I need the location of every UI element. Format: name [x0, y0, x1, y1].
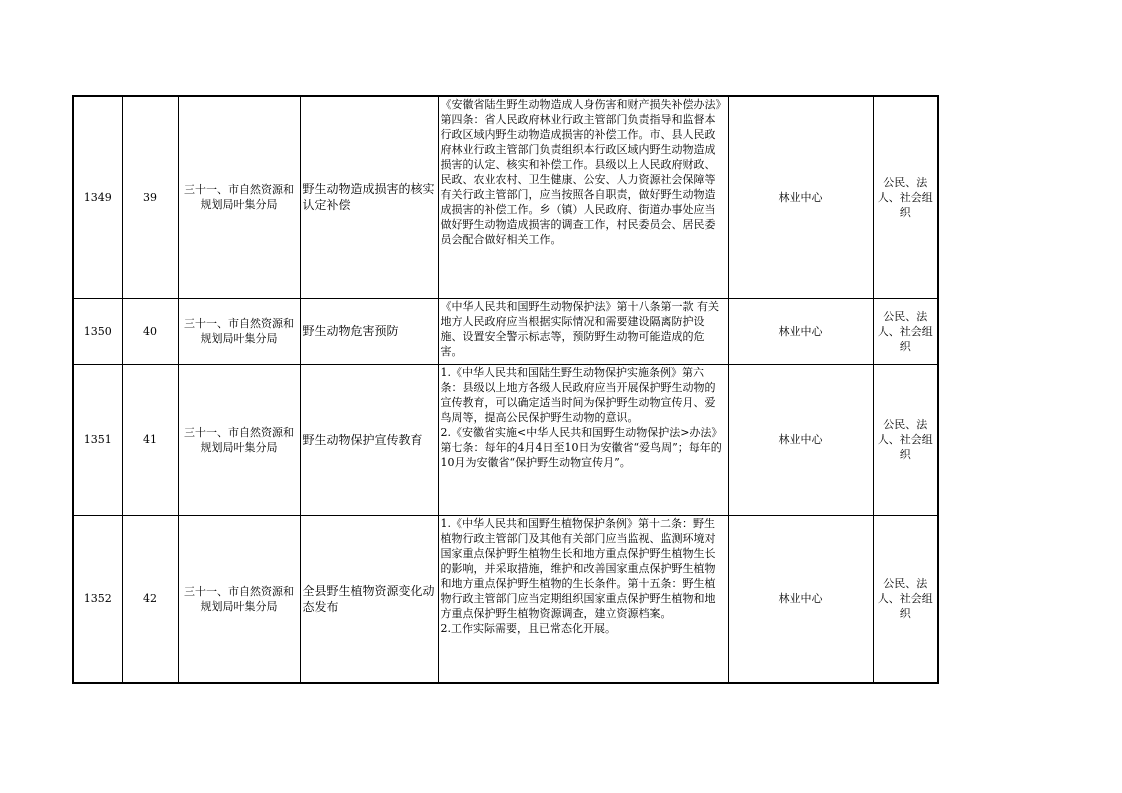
item-cell: 全县野生植物资源变化动态发布 [300, 515, 438, 683]
basis-paragraph: 1.《中华人民共和国陆生野生动物保护实施条例》第六条：县级以上地方各级人民政府应当开展保护野生动物的宣传教育，可以确定适当时间为保护野生动物宣传月、爱鸟周等，提高公民保护野生动物的意识。 [440, 365, 716, 424]
subject-cell: 公民、法人、社会组织 [873, 515, 938, 683]
subject-cell: 公民、法人、社会组织 [873, 96, 938, 298]
table-row [73, 515, 938, 683]
subject-cell: 公民、法人、社会组织 [873, 298, 938, 364]
no-cell: 40 [122, 298, 178, 364]
item-cell: 野生动物危害预防 [300, 298, 438, 364]
seq-cell: 1350 [73, 298, 122, 364]
no-cell: 41 [122, 364, 178, 515]
basis-cell [438, 298, 728, 364]
basis-paragraph: 2.《安徽省实施<中华人民共和国野生动物保护法>办法》第七条：每年的4月4日至10日为安徽省“爱鸟周”；每年的10月为安徽省“保护野生动物宣传月”。 [440, 425, 723, 469]
org-cell: 林业中心 [728, 515, 873, 683]
item-cell: 野生动物保护宣传教育 [300, 364, 438, 515]
basis-cell [438, 364, 728, 515]
dept-cell: 三十一、市自然资源和规划局叶集分局 [178, 515, 300, 683]
org-cell: 林业中心 [728, 96, 873, 298]
table-row [73, 96, 938, 298]
subject-cell: 公民、法人、社会组织 [873, 364, 938, 515]
seq-cell: 1352 [73, 515, 122, 683]
basis-cell [438, 515, 728, 683]
table-row [73, 364, 938, 515]
dept-cell: 三十一、市自然资源和规划局叶集分局 [178, 96, 300, 298]
seq-cell: 1351 [73, 364, 122, 515]
org-cell: 林业中心 [728, 364, 873, 515]
data-table [72, 95, 939, 684]
dept-cell: 三十一、市自然资源和规划局叶集分局 [178, 364, 300, 515]
org-cell: 林业中心 [728, 298, 873, 364]
basis-paragraph: 《安徽省陆生野生动物造成人身伤害和财产损失补偿办法》第四条：省人民政府林业行政主管部门负责指导和监督本行政区域内野生动物造成损害的补偿工作。市、县人民政府林业行政主管部门负责组织本行政区域内野生动物造成损害的认定、核实和补偿工作。县级以上人民政府财政、民政、农业农村、卫生健康、公安、人力资源社会保障等有关行政主管部门，应当按照各自职责，做好野生动物造成损害的补偿工作。乡（镇）人民政府、街道办事处应当做好野生动物造成损害的调查工作，村民委员会、居民委员会配合做好相关工作。 [440, 98, 721, 246]
item-cell: 野生动物造成损害的核实认定补偿 [300, 96, 438, 298]
no-cell: 39 [122, 96, 178, 298]
table-row [73, 298, 938, 364]
basis-paragraph: 1.《中华人民共和国野生植物保护条例》第十二条：野生植物行政主管部门及其他有关部门应当监视、监测环境对国家重点保护野生植物生长和地方重点保护野生植物生长的影响，并采取措施，维护和改善国家重点保护野生植物和地方重点保护野生植物的生长条件。第十五条：野生植物行政主管部门应当定期组织国家重点保护野生植物和地方重点保护野生植物资源调查，建立资源档案。 [440, 516, 716, 620]
seq-cell: 1349 [73, 96, 122, 298]
basis-paragraph: 《中华人民共和国野生动物保护法》第十八条第一款 有关地方人民政府应当根据实际情况和需要建设隔离防护设施、设置安全警示标志等，预防野生动物可能造成的危害。 [440, 299, 719, 358]
no-cell: 42 [122, 515, 178, 683]
basis-paragraph: 2.工作实际需要，且已常态化开展。 [440, 621, 616, 635]
dept-cell: 三十一、市自然资源和规划局叶集分局 [178, 298, 300, 364]
basis-cell [438, 96, 728, 298]
